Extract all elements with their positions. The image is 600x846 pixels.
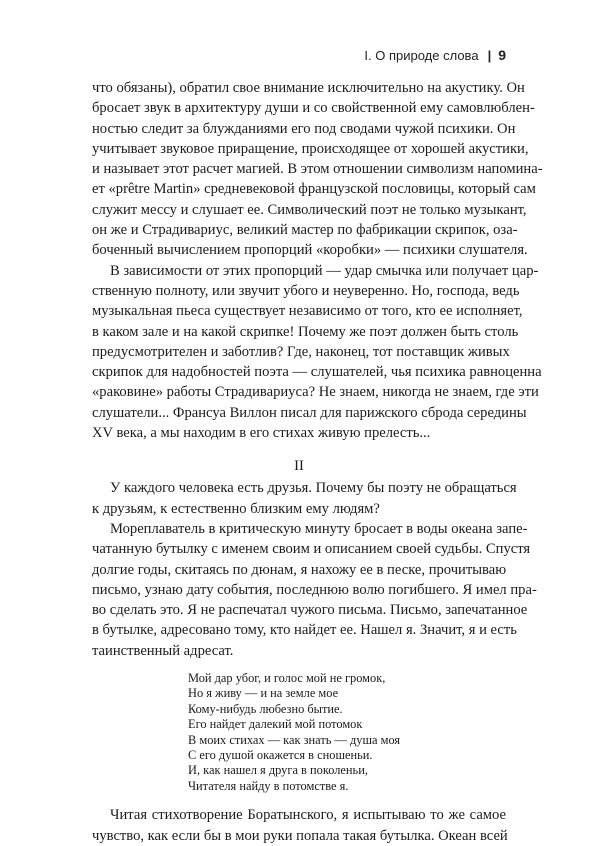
header-separator: |	[487, 47, 492, 63]
text-line: письмо, узнаю дату события, последнюю волю погибшего. Я имел пра-	[92, 581, 537, 598]
poem-line: Его найдет далекий мой потомок	[188, 717, 363, 732]
text-line: в бутылке, адресовано тому, кто найдет ее. Нашел я. Значит, я и есть	[92, 622, 517, 639]
text-line: в каком зале и на какой скрипке! Почему же поэт должен быть столь	[92, 323, 519, 340]
page-number: 9	[498, 47, 506, 63]
text-line: к друзьям, к естественно близким ему людям?	[92, 500, 380, 517]
poem-line: Но я живу — и на земле мое	[188, 686, 339, 701]
text-line: «раковине» работы Страдивариуса? Не знаем, никогда не знаем, где эти	[92, 384, 539, 401]
text-line: во сделать это. Я не распечатал чужого письма. Письмо, запечатанное	[92, 602, 528, 619]
text-line: долгие годы, скитаясь по дюнам, я нахожу ее в песке, прочитываю	[92, 561, 507, 578]
text-line: чувство, как если бы в мои руки попала такая бутылка. Океан всей	[92, 827, 508, 844]
text-line: предусмотрителен и заботлив? Где, наконец, тот поставщик живых	[92, 343, 510, 360]
section-heading: II	[294, 458, 304, 475]
running-head	[364, 47, 506, 63]
poem-line: Кому-нибудь любезно бытие.	[188, 701, 343, 716]
poem-line: Мой дар убог, и голос мой не громок,	[188, 671, 386, 686]
text-line: Читая стихотворение Боратынского, я испытываю то же самое	[110, 807, 506, 824]
chapter-title: I. О природе слова	[364, 47, 479, 63]
text-line: что обязаны), обратил свое внимание исключительно на акустику. Он	[92, 80, 525, 96]
text-line: и называет этот расчет магией. В этом отношении символизм напомина-	[92, 161, 543, 178]
paragraph-1	[92, 78, 543, 261]
paragraph-2	[92, 261, 542, 444]
text-line: слушатели... Франсуа Виллон писал для парижского сброда середины	[92, 404, 527, 421]
paragraph-4	[92, 519, 537, 661]
poem-line: Читателя найду в потомстве я.	[188, 778, 349, 793]
text-line: музыкальная пьеса существует независимо от того, кто ее исполняет,	[92, 303, 523, 320]
text-line: В зависимости от этих пропорций — удар смычка или получает цар-	[110, 262, 539, 279]
poem-line: В моих стихах — как знать — душа моя	[188, 732, 401, 747]
text-line: скрипок для надобностей поэта — слушателей, чья психика равноценна	[92, 364, 542, 381]
text-line: чатанную бутылку с именем своим и описанием своей судьбы. Спустя	[92, 541, 531, 558]
text-line: У каждого человека есть друзья. Почему бы поэту не обращаться	[110, 480, 517, 497]
text-line: бросает звук в архитектуру души и со свойственной ему самовлюблен-	[92, 100, 535, 117]
paragraph-3	[92, 478, 517, 519]
text-line: XV века, а мы находим в его стихах живую прелесть...	[92, 425, 431, 442]
poem-quote	[188, 671, 506, 794]
text-line: ственную полноту, или звучит убого и неуверенно. Но, господа, ведь	[92, 282, 520, 299]
text-line: служит мессу и слушает ее. Символический поэт не только музыкант,	[92, 201, 527, 218]
poem-line: С его душой окажется в сношеньи.	[188, 748, 373, 763]
text-line: боченный вычислением пропорций «коробки» — психики слушателя.	[92, 242, 528, 259]
body-text	[92, 78, 543, 846]
paragraph-5	[92, 805, 506, 846]
text-line: учитывает звуковое приращение, происходящее от хорошей акустики,	[92, 140, 529, 157]
text-line: таинственный адресат.	[92, 642, 234, 659]
text-line: Мореплаватель в критическую минуту бросает в воды океана запе-	[110, 520, 528, 537]
text-line: он же и Страдивариус, великий мастер по фабрикации скрипок, оза-	[92, 222, 518, 239]
text-line: ностью следит за блужданиями его под сводами чужой психики. Он	[92, 120, 516, 137]
text-line: ет «prêtre Martin» средневековой французской пословицы, который сам	[92, 181, 536, 198]
poem-line: И, как нашел я друга в поколеньи,	[188, 763, 368, 778]
